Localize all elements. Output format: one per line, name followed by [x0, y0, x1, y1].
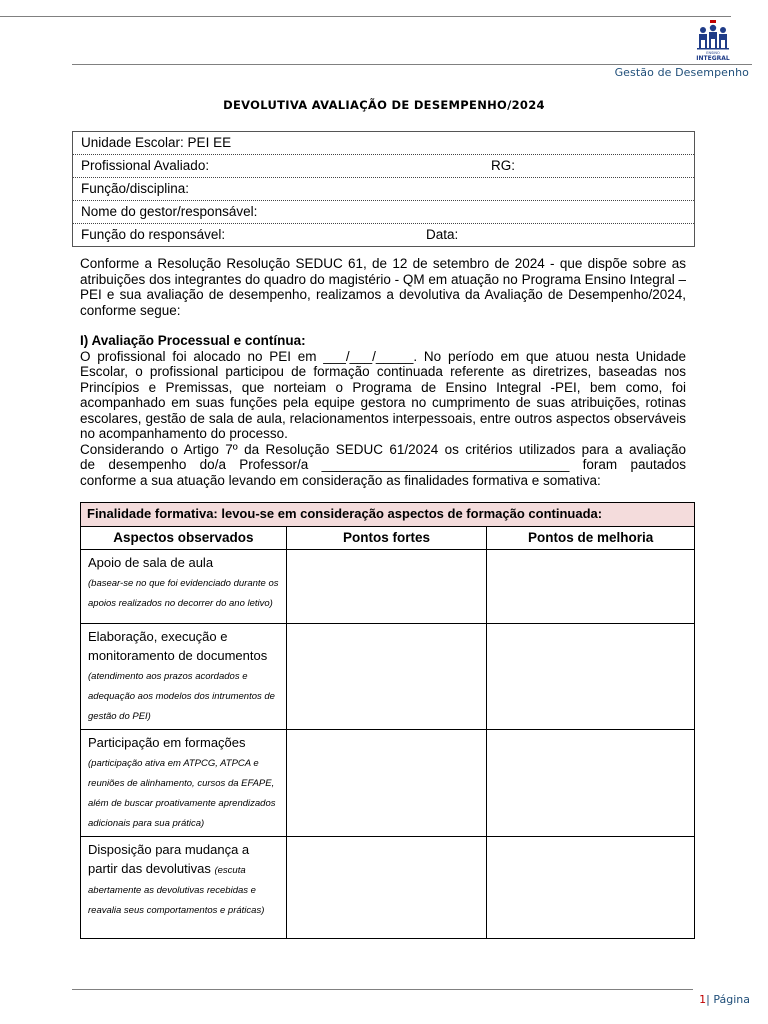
identification-box — [72, 131, 695, 247]
section-1-criteria-line-1: Considerando o Artigo 7º da Resolução SEDUC 61/2024 os critérios utilizados para a avaliação — [80, 441, 686, 457]
aspect-cell — [81, 624, 287, 730]
aspect-note: (escuta abertamente as devolutivas recebidas e reavalia seus comportamentos e práticas) — [88, 865, 265, 916]
data-label: Data: — [426, 227, 459, 242]
section-1-paragraph: O profissional foi alocado no PEI em ___/___/_____. No período em que atuou nesta Unidade Escolar, o profissional participou de formação continuada referente as diretrizes, baseadas nos Princípios e Premissas, que norteiam o Programa de Ensino Integral -PEI, bem como, foi acompanhado em suas funções pela equipe gestora no cumprimento de suas atribuições, rotinas escolares, gestão de sala de aula, relacionamentos interpessoais, entre outros aspectos observáveis no acompanhamento do processo. — [80, 348, 686, 441]
table-row — [81, 837, 695, 939]
rg-label: RG: — [491, 158, 516, 173]
top-rule — [0, 16, 731, 17]
header-rule — [72, 64, 752, 65]
profissional-label: Profissional Avaliado: — [81, 158, 210, 173]
pontos-melhoria-cell[interactable] — [487, 837, 695, 939]
header-pontos-melhoria: Pontos de melhoria — [487, 527, 695, 550]
svg-text:INTEGRAL: INTEGRAL — [696, 55, 730, 62]
intro-paragraph — [80, 256, 686, 318]
info-row-funcao — [73, 178, 694, 201]
section-1-heading: I) Avaliação Processual e contínua: — [80, 333, 306, 348]
section-1 — [80, 333, 686, 488]
table-row — [81, 550, 695, 624]
footer-rule — [72, 989, 693, 990]
table-row — [81, 624, 695, 730]
unidade-label: Unidade Escolar: PEI EE — [81, 135, 232, 150]
funcao-responsavel-label: Função do responsável: — [81, 227, 226, 242]
page-label: | Página — [706, 993, 750, 1006]
pontos-fortes-cell[interactable] — [286, 550, 487, 624]
gestor-label: Nome do gestor/responsável: — [81, 204, 258, 219]
aspect-cell — [81, 730, 287, 837]
aspect-note: (participação ativa em ATPCG, ATPCA e reuniões de alinhamento, cursos da EFAPE, além de buscar proativamente aprendizados adicionais para sua prática) — [88, 758, 276, 829]
section-1-criteria-line-3: conforme a sua atuação levando em consideração as finalidades formativa e somativa: — [80, 472, 601, 488]
table-row — [81, 730, 695, 837]
header-subtitle: Gestão de Desempenho — [614, 66, 749, 79]
pontos-fortes-cell[interactable] — [286, 730, 487, 837]
aspect-label: Disposição para mudança a partir das devolutivas — [88, 842, 250, 876]
aspect-label: Participação em formações — [88, 735, 246, 750]
info-row-funcao-responsavel — [73, 224, 694, 246]
aspect-cell — [81, 837, 287, 939]
aspect-label: Elaboração, execução e monitoramento de documentos — [88, 629, 268, 663]
document-title: DEVOLUTIVA AVALIAÇÃO DE DESEMPENHO/2024 — [223, 98, 545, 112]
pontos-fortes-cell[interactable] — [286, 624, 487, 730]
page-number: 1 — [699, 993, 707, 1006]
funcao-label: Função/disciplina: — [81, 181, 190, 196]
svg-text:ENSINO: ENSINO — [706, 51, 720, 55]
header-aspectos: Aspectos observados — [81, 527, 287, 550]
page-footer — [699, 993, 750, 1006]
pontos-melhoria-cell[interactable] — [487, 730, 695, 837]
pontos-melhoria-cell[interactable] — [487, 550, 695, 624]
header-pontos-fortes: Pontos fortes — [286, 527, 487, 550]
table-title: Finalidade formativa: levou-se em consideração aspectos de formação continuada: — [81, 503, 695, 527]
aspect-note: (basear-se no que foi evidenciado durante os apoios realizados no decorrer do ano letivo) — [88, 578, 279, 609]
ensino-integral-logo — [694, 20, 734, 62]
aspect-note: (atendimento aos prazos acordados e adequação aos modelos dos intrumentos de gestão do PEI) — [88, 671, 275, 722]
evaluation-table — [80, 502, 695, 939]
pontos-melhoria-cell[interactable] — [487, 624, 695, 730]
section-1-criteria-line-2: de desempenho do/a Professor/a _________________________________ foram pautados — [80, 457, 686, 472]
info-row-unidade — [73, 132, 694, 155]
aspect-label: Apoio de sala de aula — [88, 555, 214, 570]
aspect-cell — [81, 550, 287, 624]
info-row-gestor — [73, 201, 694, 224]
info-row-profissional — [73, 155, 694, 178]
pontos-fortes-cell[interactable] — [286, 837, 487, 939]
intro-text: Conforme a Resolução Resolução SEDUC 61, de 12 de setembro de 2024 - que dispõe sobre as atribuições dos integrantes do quadro do magistério - QM em atuação no Programa Ensino Integral – PEI e sua avaliação de desempenho, realizamos a devolutiva da Avaliação de Desempenho/2024, conforme segue: — [80, 256, 686, 318]
